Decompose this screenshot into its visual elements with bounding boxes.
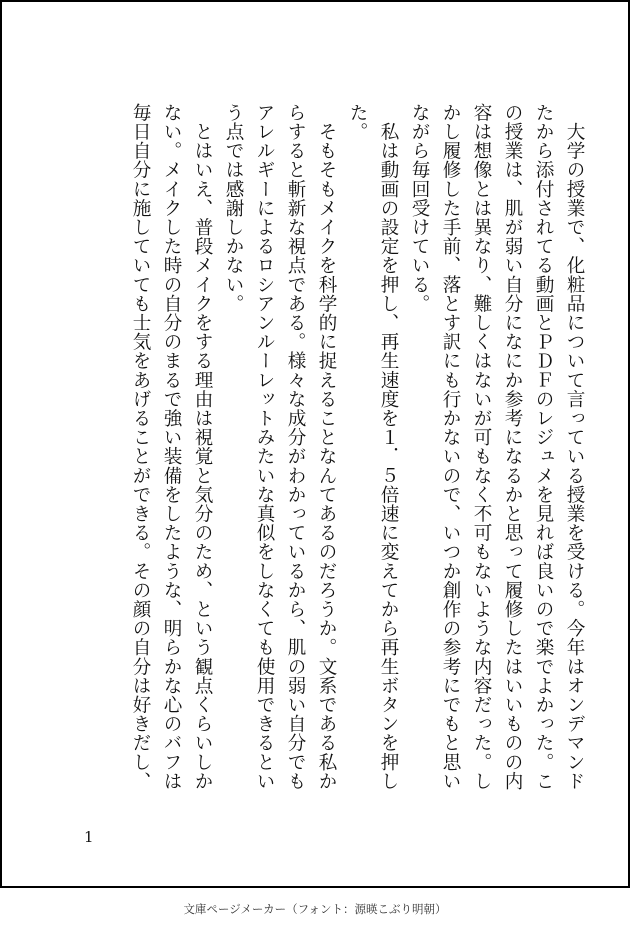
text-line: た。	[347, 103, 368, 142]
text-line: う点では感謝しかない。	[223, 103, 244, 314]
text-line: の授業は、肌が弱い自分になにか参考になるかと思って履修したはいいものの内	[502, 103, 523, 791]
text-line: ない。メイクした時の自分のまるで強い装備をしたような、明らかな心のバフは	[161, 103, 182, 791]
text-line: そもそもメイクを科学的に捉えることなんてあるのだろうか。文系である私か	[316, 103, 337, 791]
text-line: 毎日自分に施していても士気をあげることができる。その顔の自分は好きだし、	[130, 103, 151, 791]
text-line: アレルギーによるロシアンルーレットみたいな真似をしなくても使用できるとい	[254, 103, 275, 791]
footer-caption: 文庫ページメーカー（フォント：源暎こぶり明朝）	[183, 902, 447, 916]
text-line: たから添付されてる動画とＰＤＦのレジュメを見れば良いので楽でよかった。こ	[533, 103, 554, 791]
page-number: 1	[84, 828, 94, 846]
text-line: 大学の授業で、化粧品について言っている授業を受ける。今年はオンデマンド	[564, 103, 585, 791]
text-line: 私は動画の設定を押し、再生速度を１．５倍速に変えてから再生ボタンを押し	[378, 103, 399, 791]
text-line: らすると斬新な視点である。様々な成分がわかっているから、肌の弱い自分でも	[285, 103, 306, 791]
text-line: かし履修した手前、落とす訳にも行かないので、いつか創作の参考にでもと思い	[440, 103, 461, 791]
text-line: ながら毎回受けている。	[409, 103, 430, 314]
text-line: 容は想像とは異なり、難しくはないが可もなく不可もないような内容だった。し	[471, 103, 492, 791]
text-line: とはいえ、普段メイクをする理由は視覚と気分のため、という観点くらいしか	[192, 103, 213, 791]
vertical-body-text	[125, 103, 590, 803]
